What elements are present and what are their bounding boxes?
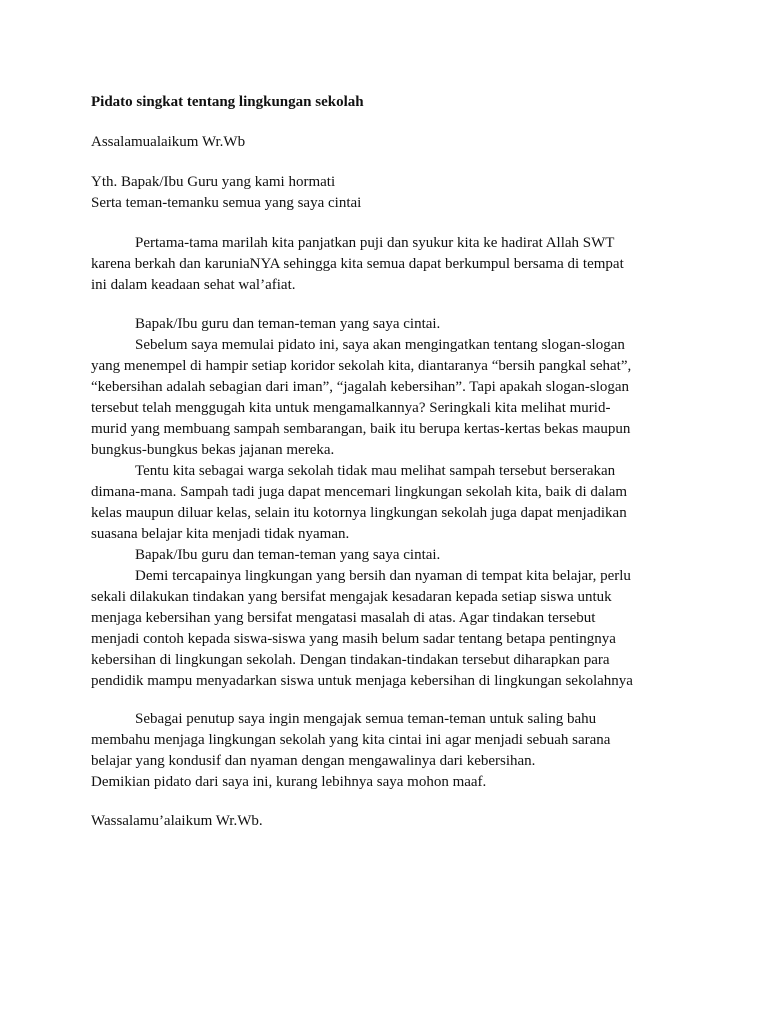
paragraph-line: belajar yang kondusif dan nyaman dengan mengawalinya dari kebersihan. [91, 753, 536, 769]
paragraph-line: pendidik mampu menyadarkan siswa untuk menjaga kebersihan di lingkungan sekolahnya [91, 673, 633, 689]
paragraph-line: Sebagai penutup saya ingin mengajak semua teman-teman untuk saling bahu [135, 711, 597, 727]
paragraph-line: kebersihan di lingkungan sekolah. Dengan tindakan-tindakan tersebut diharapkan para [91, 652, 610, 668]
paragraph-line: murid yang membuang sampah sembarangan, baik itu berupa kertas-kertas bekas maupun [91, 421, 631, 437]
paragraph-line: sekali dilakukan tindakan yang bersifat mengajak kesadaran kepada setiap siswa untuk [91, 589, 612, 605]
closing-apology: Demikian pidato dari saya ini, kurang lebihnya saya mohon maaf. [91, 774, 487, 790]
paragraph-line: dimana-mana. Sampah tadi juga dapat mencemari lingkungan sekolah kita, baik di dalam [91, 484, 628, 500]
paragraph-line: ini dalam keadaan sehat wal’afiat. [91, 277, 296, 293]
paragraph-line: Pertama-tama marilah kita panjatkan puji dan syukur kita ke hadirat Allah SWT [135, 235, 615, 251]
paragraph-line: “kebersihan adalah sebagian dari iman”, “jagalah kebersihan”. Tapi apakah slogan-slogan [91, 379, 630, 395]
paragraph-line: suasana belajar kita menjadi tidak nyaman. [91, 526, 350, 542]
paragraph-line: Demi tercapainya lingkungan yang bersih dan nyaman di tempat kita belajar, perlu [135, 568, 631, 584]
closing-salam: Wassalamu’alaikum Wr.Wb. [91, 813, 263, 829]
paragraph-line: menjaga kebersihan yang bersifat mengatasi masalah di atas. Agar tindakan tersebut [91, 610, 596, 626]
paragraph-line: membahu menjaga lingkungan sekolah yang kita cintai ini agar menjadi sebuah sarana [91, 732, 611, 748]
paragraph-line: yang menempel di hampir setiap koridor sekolah kita, diantaranya “bersih pangkal sehat”, [91, 358, 632, 374]
paragraph-line: Sebelum saya memulai pidato ini, saya akan mengingatkan tentang slogan-slogan [135, 337, 625, 353]
salutation: Bapak/Ibu guru dan teman-teman yang saya cintai. [135, 316, 441, 332]
address-line-1: Yth. Bapak/Ibu Guru yang kami hormati [91, 174, 336, 190]
greeting: Assalamualaikum Wr.Wb [91, 134, 246, 150]
paragraph-line: tersebut telah menggugah kita untuk mengamalkannya? Seringkali kita melihat murid- [91, 400, 611, 416]
salutation: Bapak/Ibu guru dan teman-teman yang saya cintai. [135, 547, 441, 563]
paragraph-line: kelas maupun diluar kelas, selain itu kotornya lingkungan sekolah juga dapat menjadikan [91, 505, 627, 521]
paragraph-line: bungkus-bungkus bekas jajanan mereka. [91, 442, 335, 458]
document-title: Pidato singkat tentang lingkungan sekolah [91, 94, 364, 110]
paragraph-line: karena berkah dan karuniaNYA sehingga kita semua dapat berkumpul bersama di tempat [91, 256, 624, 272]
paragraph-line: Tentu kita sebagai warga sekolah tidak mau melihat sampah tersebut berserakan [135, 463, 616, 479]
paragraph-line: menjadi contoh kepada siswa-siswa yang masih belum sadar tentang betapa pentingnya [91, 631, 616, 647]
address-line-2: Serta teman-temanku semua yang saya cintai [91, 195, 362, 211]
